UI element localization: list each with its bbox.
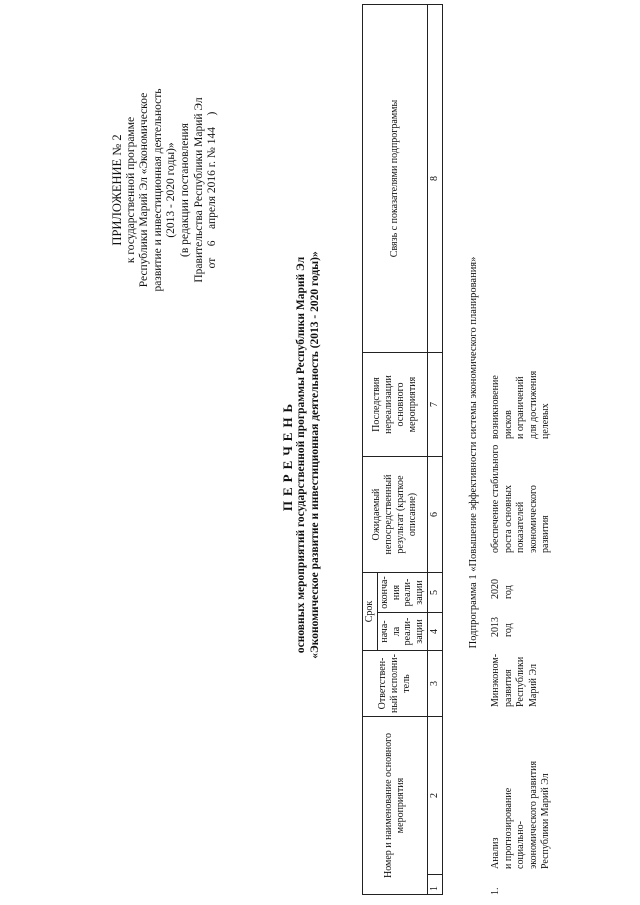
- text-line: показателей: [515, 501, 526, 553]
- text-line: год: [502, 585, 514, 599]
- header-consequences: Последствия нереализации основного мероприятия: [363, 353, 428, 457]
- title-line: основных мероприятий государственной программы Республики Марий Эл: [295, 256, 308, 654]
- document-title: [280, 125, 322, 785]
- header-name: Номер и наименование основного мероприятия: [363, 717, 428, 895]
- text-line: роста основных: [502, 485, 514, 553]
- appendix-line: Правительства Республики Марий Эл: [192, 97, 205, 283]
- text-line: Минэконом-: [490, 653, 501, 707]
- column-number: 1: [427, 875, 442, 895]
- text-line: 2013: [490, 617, 501, 637]
- column-number: 5: [427, 573, 442, 613]
- text-line: 2020: [490, 579, 501, 599]
- text-line: развития: [502, 669, 514, 707]
- column-number-row: [427, 5, 442, 895]
- appendix-heading: ПРИЛОЖЕНИЕ № 2: [110, 134, 124, 246]
- activity-consequences: [490, 339, 553, 439]
- header-start: нача-ла реали-зации: [377, 613, 427, 651]
- text-line: для достижения: [527, 370, 539, 439]
- header-end: оконча-ния реали-зации: [377, 573, 427, 613]
- text-line: развития: [540, 515, 551, 553]
- appendix-line: развитие и инвестиционная деятельность: [151, 88, 164, 292]
- date-suffix: ): [206, 111, 219, 116]
- column-number: 6: [427, 457, 442, 573]
- text-line: экономического: [527, 485, 539, 553]
- date-rest: апреля 2016 г. № 144: [206, 126, 219, 229]
- activity-executor: [490, 643, 540, 707]
- date-prefix: от: [206, 257, 219, 269]
- activities-table: [362, 4, 443, 895]
- column-number: 8: [427, 5, 442, 353]
- text-line: рисков: [502, 410, 514, 439]
- text-line: и прогнозирование: [502, 787, 514, 869]
- column-number: 4: [427, 613, 442, 651]
- appendix-line: (в редакции постановления: [179, 123, 191, 257]
- text-line: Марий Эл: [527, 664, 539, 707]
- header-executor: Ответствен-ный исполни-тель: [363, 651, 428, 717]
- title-line: «Экономическое развитие и инвестиционная деятельность (2013 - 2020 годы)»: [308, 251, 321, 659]
- resolution-date: [206, 35, 220, 345]
- text-line: целевых: [540, 403, 551, 439]
- text-line: Республики: [515, 656, 526, 707]
- subprogram-heading: Подпрограмма 1 «Повышение эффективности системы экономического планирования»: [468, 256, 479, 649]
- column-number: 2: [427, 717, 442, 875]
- column-number: 7: [427, 353, 442, 457]
- text-line: обеспечение стабильного: [490, 444, 501, 553]
- text-line: и ограничений: [515, 376, 526, 439]
- text-line: Анализ: [490, 837, 501, 869]
- text-line: Республики Марий Эл: [540, 773, 551, 869]
- header-row: [363, 5, 378, 895]
- column-number: 3: [427, 651, 442, 717]
- activity-start: [490, 601, 515, 637]
- activity-end: [490, 561, 515, 599]
- header-term: Срок: [363, 573, 378, 651]
- appendix-line: Республики Марий Эл «Экономическое: [138, 92, 151, 288]
- text-line: год: [502, 623, 514, 637]
- header-result: Ожидаемый непосредственный результат (краткое описание): [363, 457, 428, 573]
- activity-result: [490, 445, 553, 553]
- appendix-line: к государственной программе: [124, 116, 137, 264]
- appendix-line: (2013 - 2020 годы)»: [165, 142, 178, 238]
- appendix-block: [110, 35, 220, 345]
- activity-number: 1.: [490, 887, 501, 895]
- activity-name: [490, 719, 553, 869]
- text-line: возникновение: [490, 375, 501, 439]
- text-line: экономического развития: [527, 760, 539, 869]
- title-heading: ПЕРЕЧЕНЬ: [280, 398, 295, 512]
- header-link: Связь с показателями подпрограммы: [363, 5, 428, 353]
- date-day: 6: [206, 240, 219, 247]
- text-line: социально-: [515, 821, 526, 869]
